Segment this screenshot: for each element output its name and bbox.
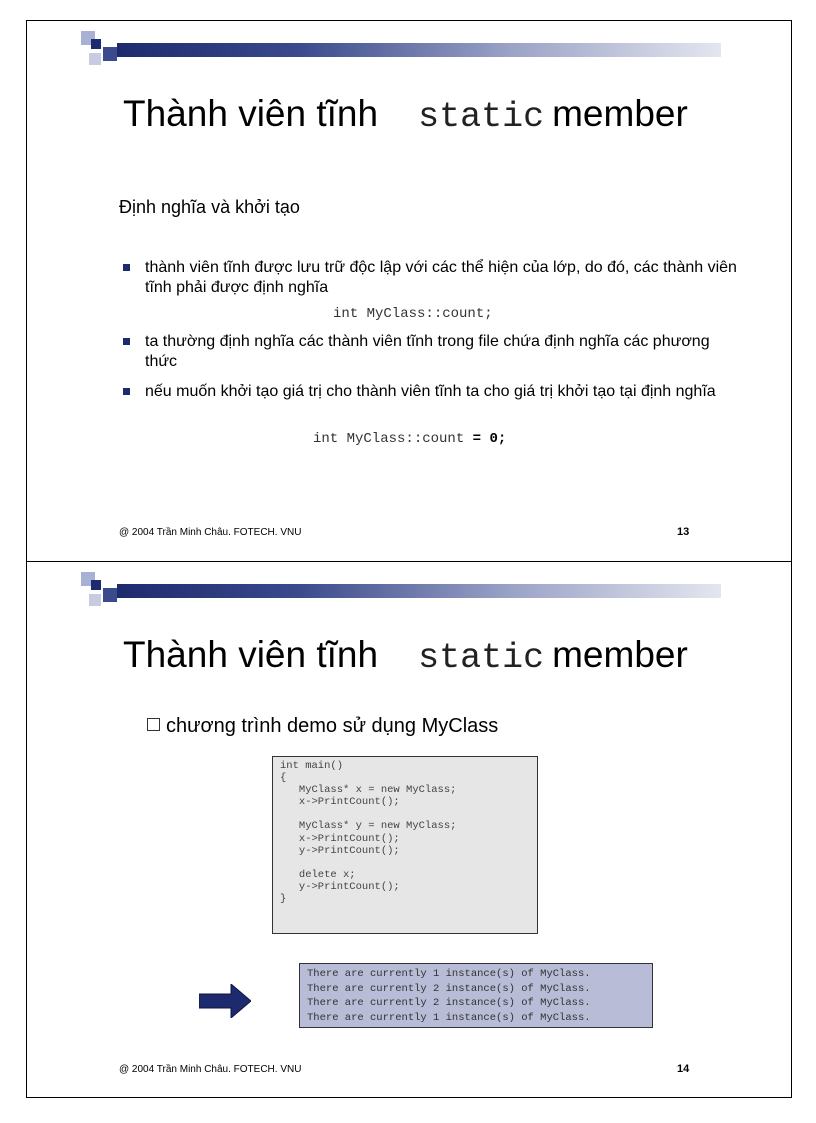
header-banner bbox=[81, 572, 721, 610]
bullet-square-icon bbox=[123, 264, 130, 271]
right-arrow-icon bbox=[199, 984, 251, 1018]
slide-title: Thành viên tĩnh static member bbox=[123, 634, 688, 678]
bullet-square-icon bbox=[123, 338, 130, 345]
subheading: Định nghĩa và khởi tạo bbox=[119, 197, 300, 217]
code-define: int MyClass::count; bbox=[333, 306, 493, 322]
slide-13 bbox=[26, 20, 792, 562]
footer-credit: @ 2004 Trần Minh Châu. FOTECH. VNU bbox=[119, 527, 302, 538]
page-number: 14 bbox=[677, 1063, 690, 1075]
footer-credit: @ 2004 Trần Minh Châu. FOTECH. VNU bbox=[119, 1064, 302, 1075]
page-number: 13 bbox=[677, 526, 690, 538]
code-init: int MyClass::count = 0; bbox=[313, 431, 507, 447]
bullet-item: nếu muốn khởi tạo giá trị cho thành viên tĩnh ta cho giá trị khởi tạo tại định nghĩa bbox=[119, 382, 739, 402]
bullet-item: thành viên tĩnh được lưu trữ độc lập với các thể hiện của lớp, do đó, các thành viên tĩnh phải được định nghĩa bbox=[119, 258, 739, 298]
code-listing: int main() { MyClass* x = new MyClass; x->PrintCount(); MyClass* y = new MyClass; x->PrintCount(); y->PrintCount(); delete x; y->PrintCount(); } bbox=[272, 756, 538, 934]
program-output: There are currently 1 instance(s) of MyClass. There are currently 2 instance(s) of MyClass. There are currently 2 instance(s) of MyClass. There are currently 1 instance(s) of MyClass. bbox=[299, 963, 653, 1028]
header-banner bbox=[81, 31, 721, 69]
bullet-square-icon bbox=[123, 388, 130, 395]
bullet-item: ta thường định nghĩa các thành viên tĩnh trong file chứa định nghĩa các phương thức bbox=[119, 332, 739, 372]
demo-caption: chương trình demo sử dụng MyClass bbox=[147, 715, 498, 738]
slide-14 bbox=[26, 561, 792, 1098]
slide-title: Thành viên tĩnh static member bbox=[123, 93, 688, 137]
hollow-square-bullet-icon bbox=[147, 718, 160, 731]
